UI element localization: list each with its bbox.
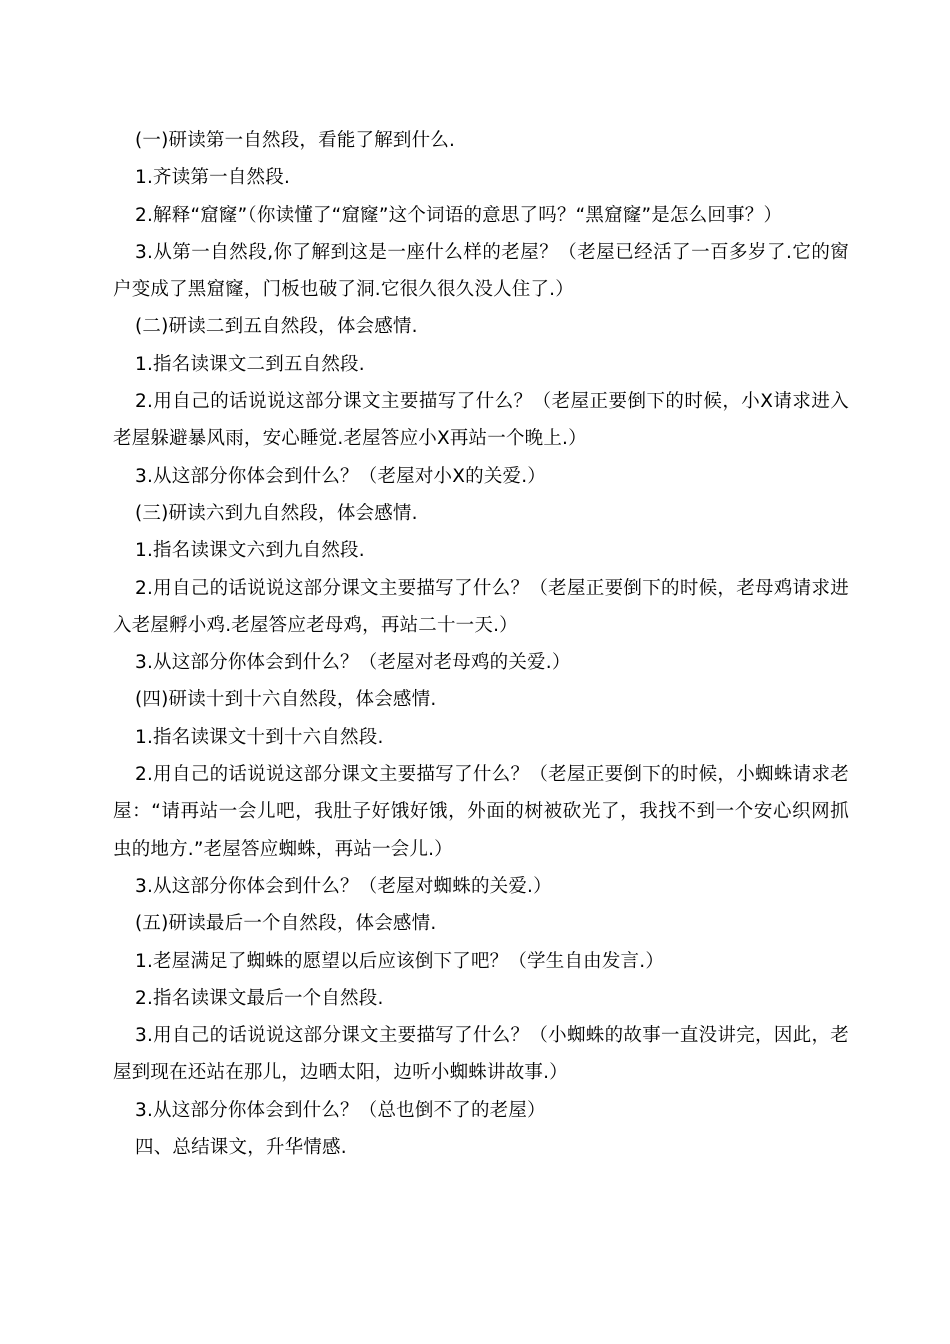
paragraph: 1.齐读第一自然段. bbox=[135, 167, 291, 189]
paragraph: 3.从这部分你体会到什么？（老屋对小X的关爱.） bbox=[135, 465, 547, 487]
section-heading-2: (二)研读二到五自然段，体会感情. bbox=[135, 316, 418, 338]
paragraph: 1.指名读课文六到九自然段. bbox=[135, 540, 365, 562]
paragraph: 3.从第一自然段,你了解到这是一座什么样的老屋？（老屋已经活了一百多岁了.它的窗户变成了黑窟窿，门板也破了洞.它很久很久没人住了.） bbox=[113, 241, 849, 301]
section-heading-3: (三)研读六到九自然段，体会感情. bbox=[135, 502, 418, 524]
paragraph: 2.用自己的话说说这部分课文主要描写了什么？（老屋正要倒下的时候，小X请求进入老屋躲避暴风雨，安心睡觉.老屋答应小X再站一个晚上.） bbox=[113, 391, 849, 450]
paragraph: 3.用自己的话说说这部分课文主要描写了什么？（小蜘蛛的故事一直没讲完，因此，老屋到现在还站在那儿，边晒太阳，边听小蜘蛛讲故事.） bbox=[113, 1025, 849, 1084]
paragraph: 3.从这部分你体会到什么？（总也倒不了的老屋） bbox=[135, 1099, 546, 1121]
document-body bbox=[113, 122, 849, 1166]
paragraph: 2.用自己的话说说这部分课文主要描写了什么？（老屋正要倒下的时候，老母鸡请求进入老屋孵小鸡.老屋答应老母鸡，再站二十一天.） bbox=[113, 577, 849, 636]
paragraph: 1.指名读课文十到十六自然段. bbox=[135, 726, 384, 748]
paragraph: 1.指名读课文二到五自然段. bbox=[135, 353, 365, 375]
paragraph: 1.老屋满足了蜘蛛的愿望以后应该倒下了吧？（学生自由发言.） bbox=[135, 950, 665, 972]
paragraph: 2.用自己的话说说这部分课文主要描写了什么？（老屋正要倒下的时候，小蜘蛛请求老屋：“请再站一会儿吧，我肚子好饿好饿，外面的树被砍光了，我找不到一个安心织网抓虫的地方.”老屋答应蜘蛛，再站一会儿.） bbox=[113, 764, 849, 860]
section-heading-4: (四)研读十到十六自然段，体会感情. bbox=[135, 689, 437, 711]
section-heading-summary: 四、总结课文，升华情感. bbox=[135, 1137, 347, 1159]
paragraph: 3.从这部分你体会到什么？（老屋对老母鸡的关爱.） bbox=[135, 652, 571, 674]
paragraph: 2.指名读课文最后一个自然段. bbox=[135, 987, 384, 1009]
paragraph: 3.从这部分你体会到什么？（老屋对蜘蛛的关爱.） bbox=[135, 875, 552, 897]
section-heading-5: (五)研读最后一个自然段，体会感情. bbox=[135, 913, 437, 935]
paragraph: 2.解释“窟窿”（你读懂了“窟窿”这个词语的意思了吗？“黑窟窿”是怎么回事？） bbox=[135, 204, 783, 226]
section-heading-1: (一)研读第一自然段，看能了解到什么. bbox=[135, 130, 456, 151]
